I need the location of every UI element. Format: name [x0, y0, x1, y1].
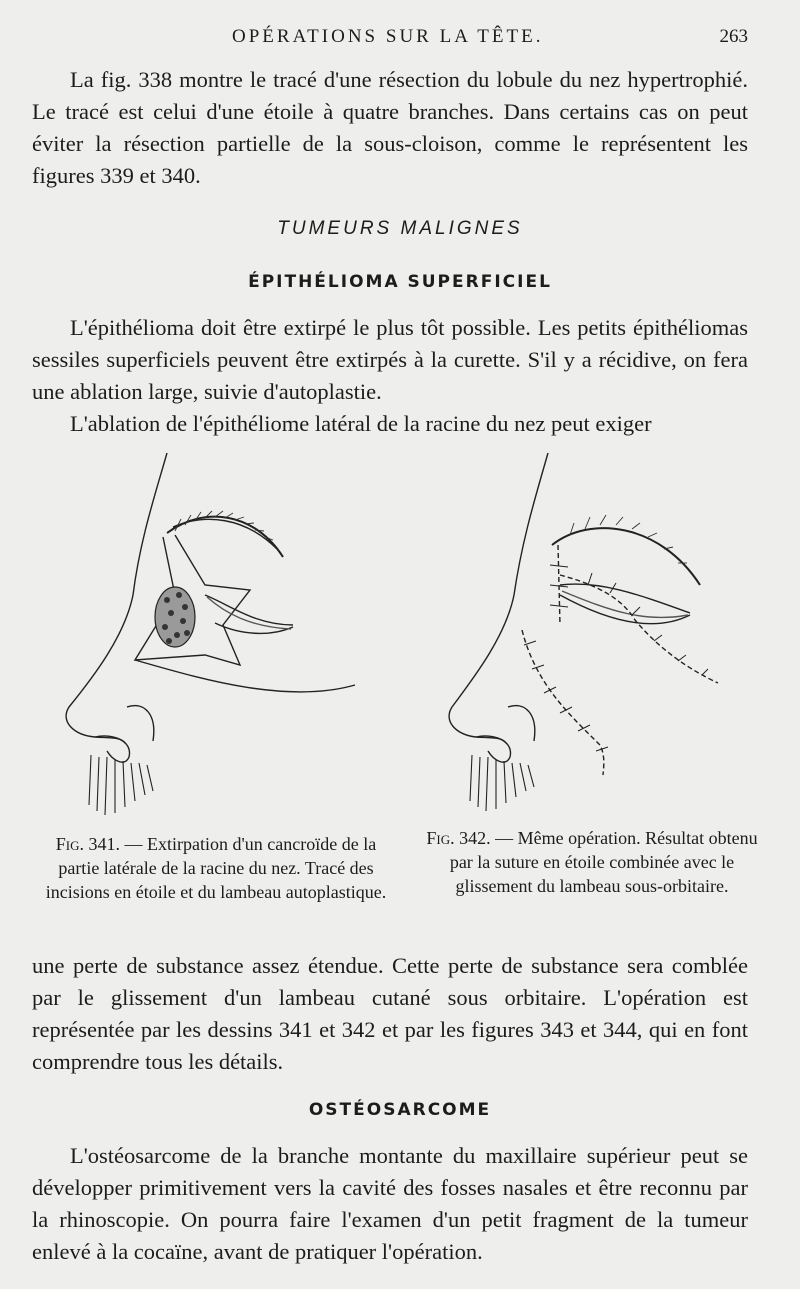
figure-342-caption [414, 826, 770, 898]
tumour-mass [155, 587, 195, 647]
osteosarcome-text-block [32, 1140, 748, 1268]
figure-342-illustration [440, 445, 760, 825]
section-title: TUMEURS MALIGNES [277, 218, 523, 239]
running-title: OPÉRATIONS SUR LA TÊTE. [232, 26, 544, 47]
intro-paragraph-block [32, 64, 748, 192]
osteosarcome-heading: OSTÉOSARCOME [308, 1100, 492, 1120]
figure-341-caption [40, 832, 392, 904]
osteosarcome-paragraph: L'ostéosarcome de la branche montante du maxillaire supérieur peut se développer primitivement vers la cavité des fosses nasales et être reconnu par la rhinoscopie. On pourra faire l'examen d'un petit fragment de la tumeur enlevé à la cocaïne, avant de pratiquer l'opération. [32, 1143, 748, 1264]
figure-341-caption-text: — Extirpation d'un cancroïde de la partie latérale de la racine du nez. Tracé des incisions en étoile et du lambeau autoplastique. [45, 834, 387, 902]
epithelioma-paragraph-2-start: L'ablation de l'épithéliome latéral de la racine du nez peut exiger [70, 411, 652, 436]
intro-paragraph: La fig. 338 montre le tracé d'une résection du lobule du nez hypertrophié. Le tracé est celui d'une étoile à quatre branches. Dans certains cas on peut éviter la résection partielle de la sous-cloison, comme le représentent les figures 339 et 340. [32, 67, 748, 188]
figure-342-caption-text: — Même opération. Résultat obtenu par la suture en étoile combinée avec le glissement du lambeau sous-orbitaire. [449, 828, 758, 896]
figure-342-label: Fig. 342. [426, 828, 491, 848]
face-profile-sutured-drawing [440, 445, 760, 825]
epithelioma-heading: ÉPITHÉLIOMA SUPERFICIEL [248, 272, 552, 292]
epithelioma-text-block [32, 312, 748, 440]
page-number: 263 [719, 26, 748, 47]
figure-341-label: Fig. 341. [55, 834, 121, 854]
epithelioma-paragraph-2-end: une perte de substance assez étendue. Cette perte de substance sera comblée par le glissement d'un lambeau cutané sous orbitaire. L'opération est représentée par les dessins 341 et 342 et par les figures 343 et 344, qui en font comprendre tous les détails. [32, 953, 748, 1074]
figure-341-illustration [55, 445, 395, 825]
face-profile-drawing [55, 445, 395, 825]
epithelioma-continuation-block [32, 950, 748, 1078]
page-header [0, 26, 800, 50]
epithelioma-paragraph-1: L'épithélioma doit être extirpé le plus tôt possible. Les petits épithéliomas sessiles superficiels peuvent être extirpés à la curette. S'il y a récidive, on fera une ablation large, suivie d'autoplastie. [32, 315, 748, 404]
